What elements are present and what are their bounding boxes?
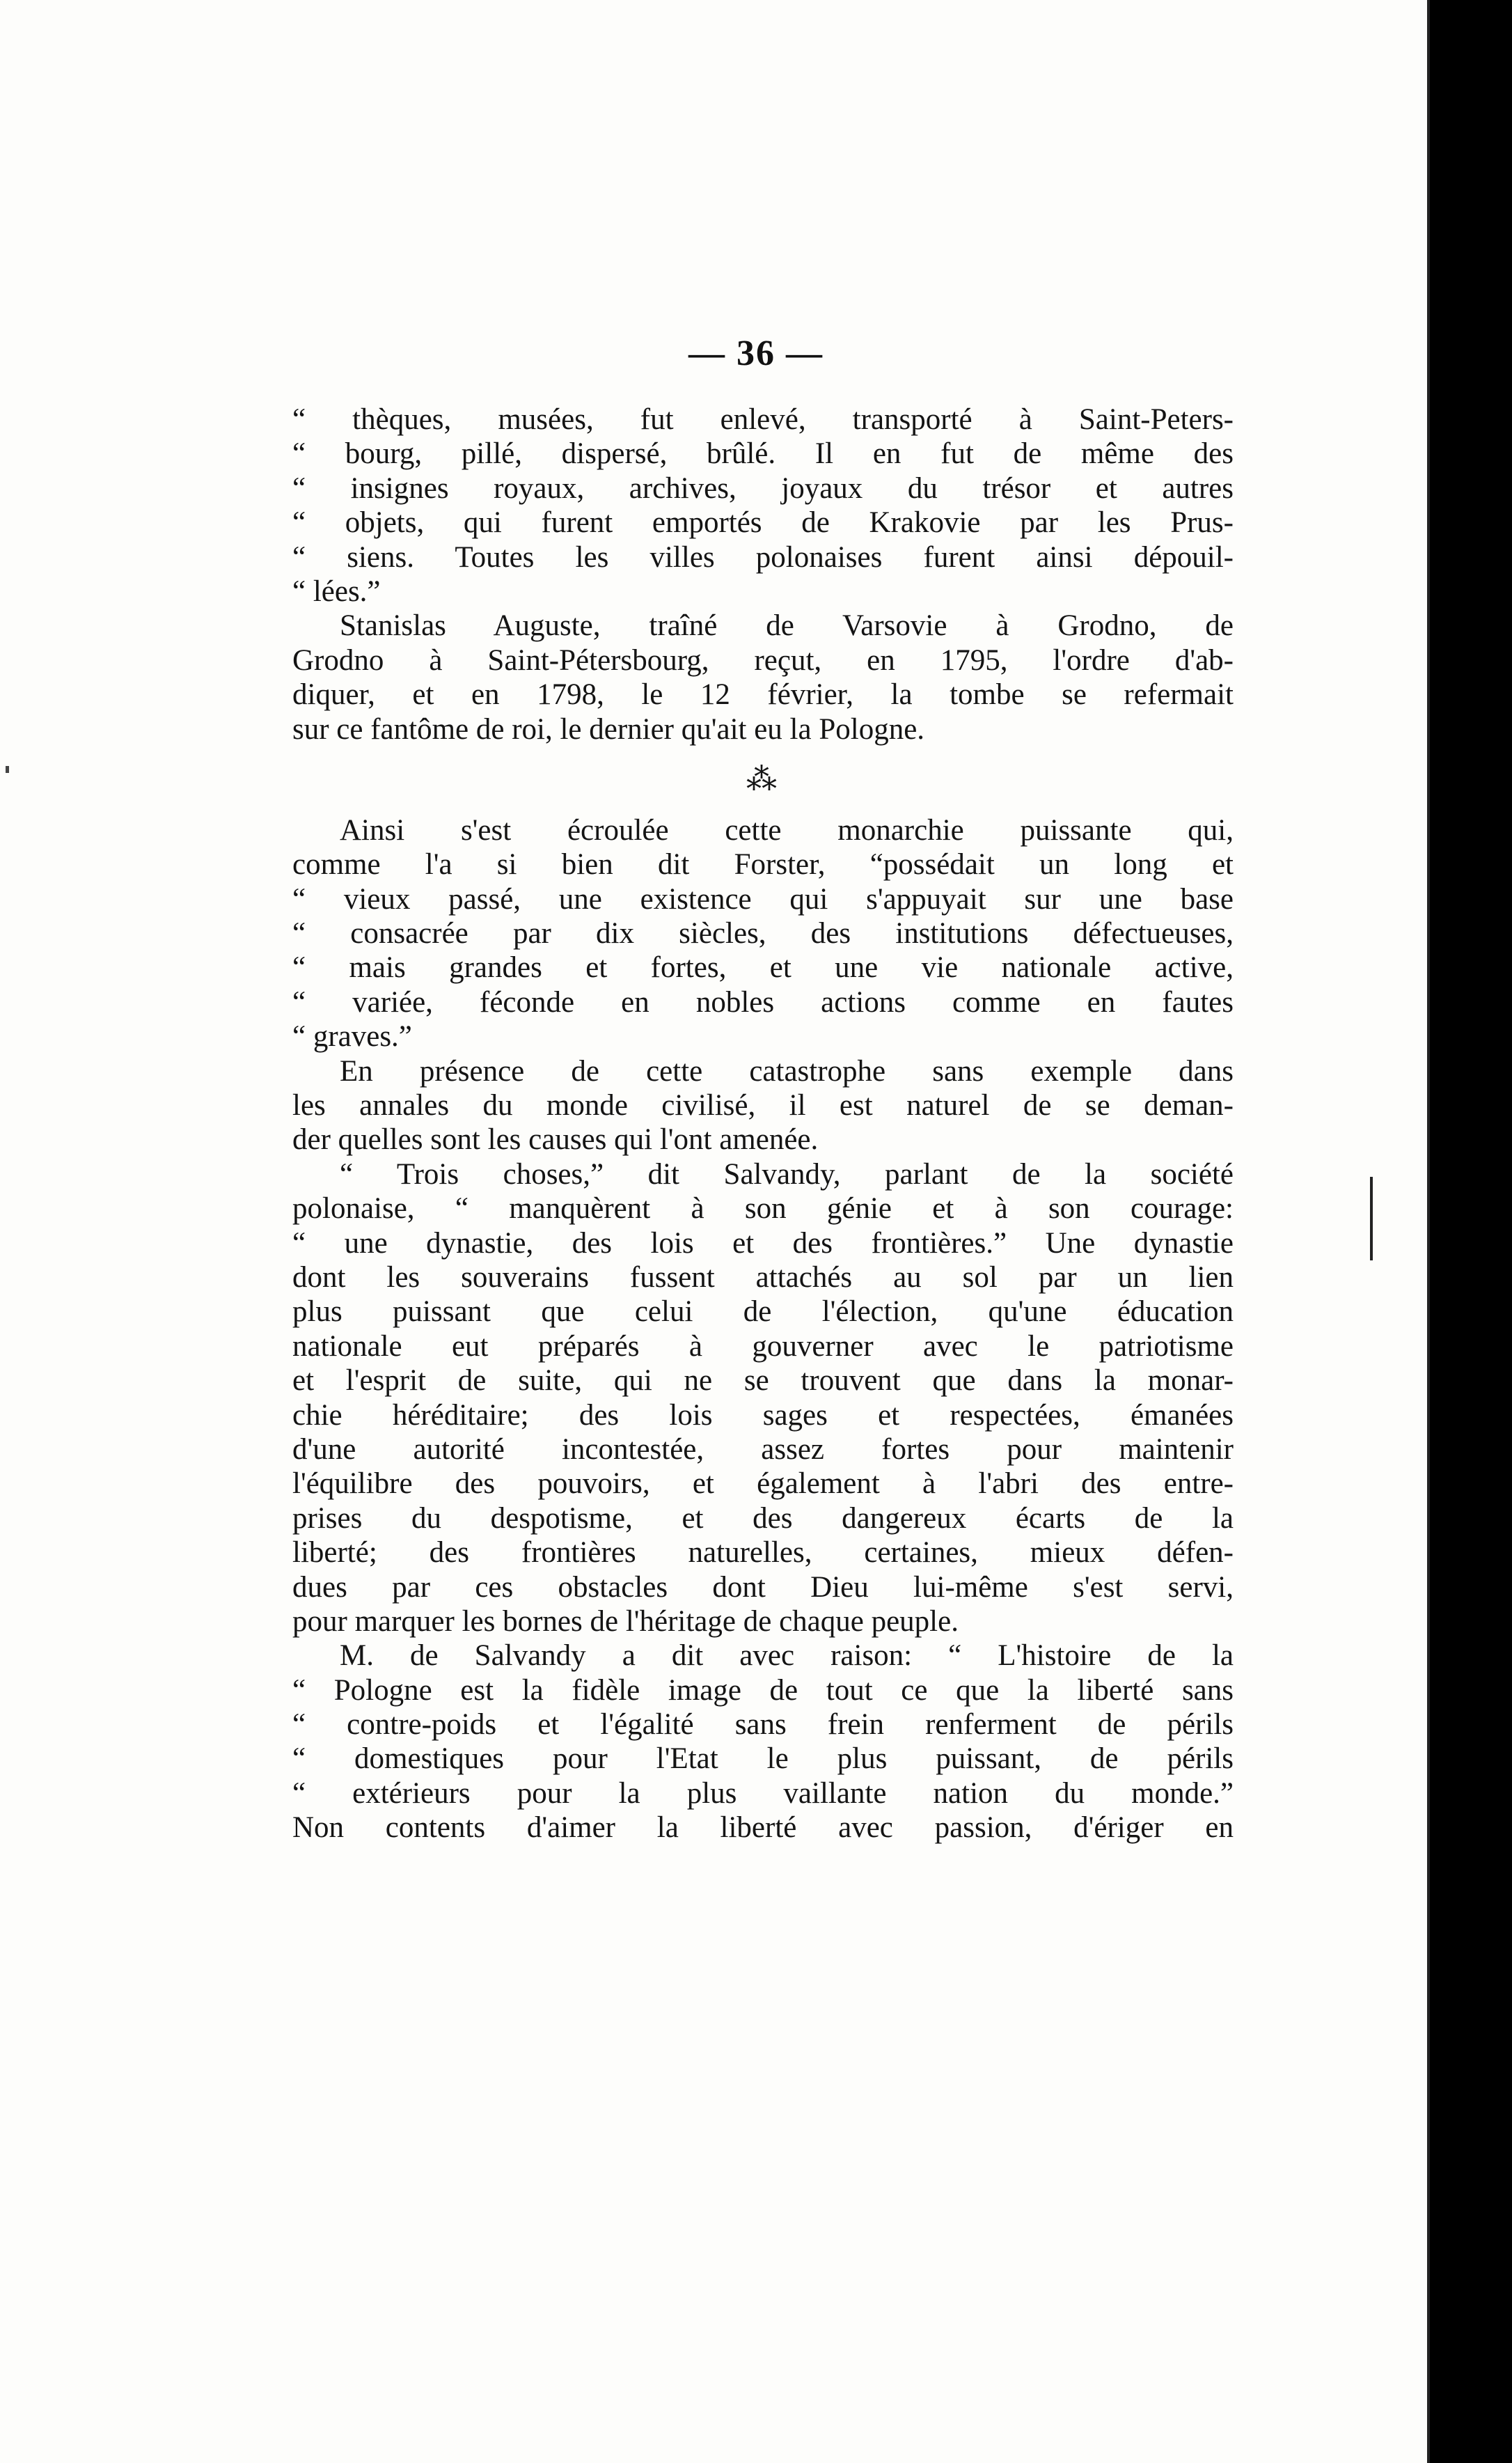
text-line: “ variée, féconde en nobles actions comme en fautes [292,985,1234,1019]
page-number: — 36 — [688,334,824,373]
text-line: les annales du monde civilisé, il est naturel de se deman- [292,1089,1234,1123]
text-line: chie héréditaire; des lois sages et respectées, émanées [292,1398,1234,1432]
text-line: “ graves.” [292,1020,412,1054]
text-line: Grodno à Saint-Pétersbourg, reçut, en 1795, l'ordre d'ab- [292,643,1234,677]
text-line: “ siens. Toutes les villes polonaises furent ainsi dépouil- [292,540,1234,574]
text-line: “ vieux passé, une existence qui s'appuyait sur une base [292,882,1234,916]
text-line: “ bourg, pillé, dispersé, brûlé. Il en fut de même des [292,437,1234,471]
text-line: dues par ces obstacles dont Dieu lui-même s'est servi, [292,1570,1234,1604]
text-line: Stanislas Auguste, traîné de Varsovie à Grodno, de [340,609,1234,643]
text-line: “ domestiques pour l'Etat le plus puissant, de périls [292,1742,1234,1776]
text-line: “ mais grandes et fortes, et une vie nationale active, [292,951,1234,985]
text-line: Non contents d'aimer la liberté avec passion, d'ériger en [292,1811,1234,1845]
text-line: sur ce fantôme de roi, le dernier qu'ait eu la Pologne. [292,712,925,746]
text-line: “ une dynastie, des lois et des frontières.” Une dynastie [292,1226,1234,1260]
text-line: d'une autorité incontestée, assez fortes pour maintenir [292,1432,1234,1466]
text-line: En présence de cette catastrophe sans exemple dans [340,1054,1234,1088]
text-line: comme l'a si bien dit Forster, “possédait un long et [292,848,1234,882]
text-line: prises du despotisme, et des dangereux écarts de la [292,1501,1234,1535]
text-line: “ Trois choses,” dit Salvandy, parlant de la société [340,1157,1234,1191]
text-line: “ Pologne est la fidèle image de tout ce que la liberté sans [292,1673,1234,1707]
text-line: et l'esprit de suite, qui ne se trouvent que dans la monar- [292,1364,1234,1398]
text-line: dont les souverains fussent attachés au sol par un lien [292,1260,1234,1294]
text-line: M. de Salvandy a dit avec raison: “ L'histoire de la [340,1639,1234,1673]
text-line: pour marquer les bornes de l'héritage de chaque peuple. [292,1604,959,1638]
text-line: “ objets, qui furent emportés de Krakovie par les Prus- [292,506,1234,540]
text-line: “ lées.” [292,574,381,608]
text-line: polonaise, “ manquèrent à son génie et à son courage: [292,1192,1234,1226]
section-separator: ⁂ [746,762,780,797]
text-line: l'équilibre des pouvoirs, et également à l'abri des entre- [292,1467,1234,1501]
text-line: “ extérieurs pour la plus vaillante nation du monde.” [292,1776,1234,1810]
text-line: liberté; des frontières naturelles, certaines, mieux défen- [292,1536,1234,1570]
text-line: “ thèques, musées, fut enlevé, transporté à Saint-Peters- [292,403,1234,436]
text-line: “ insignes royaux, archives, joyaux du trésor et autres [292,471,1234,505]
body-text [292,402,1234,1845]
text-line: “ consacrée par dix siècles, des institutions défectueuses, [292,917,1234,951]
text-line: der quelles sont les causes qui l'ont amenée. [292,1123,819,1157]
text-line: plus puissant que celui de l'élection, qu'une éducation [292,1295,1234,1329]
margin-mark [6,766,9,773]
text-line: Ainsi s'est écroulée cette monarchie puissante qui, [340,813,1234,847]
text-line: “ contre-poids et l'égalité sans frein renferment de périls [292,1708,1234,1742]
margin-bracket [1370,1177,1383,1260]
text-line: nationale eut préparés à gouverner avec le patriotisme [292,1329,1234,1363]
text-line: diquer, et en 1798, le 12 février, la tombe se refermait [292,678,1234,712]
